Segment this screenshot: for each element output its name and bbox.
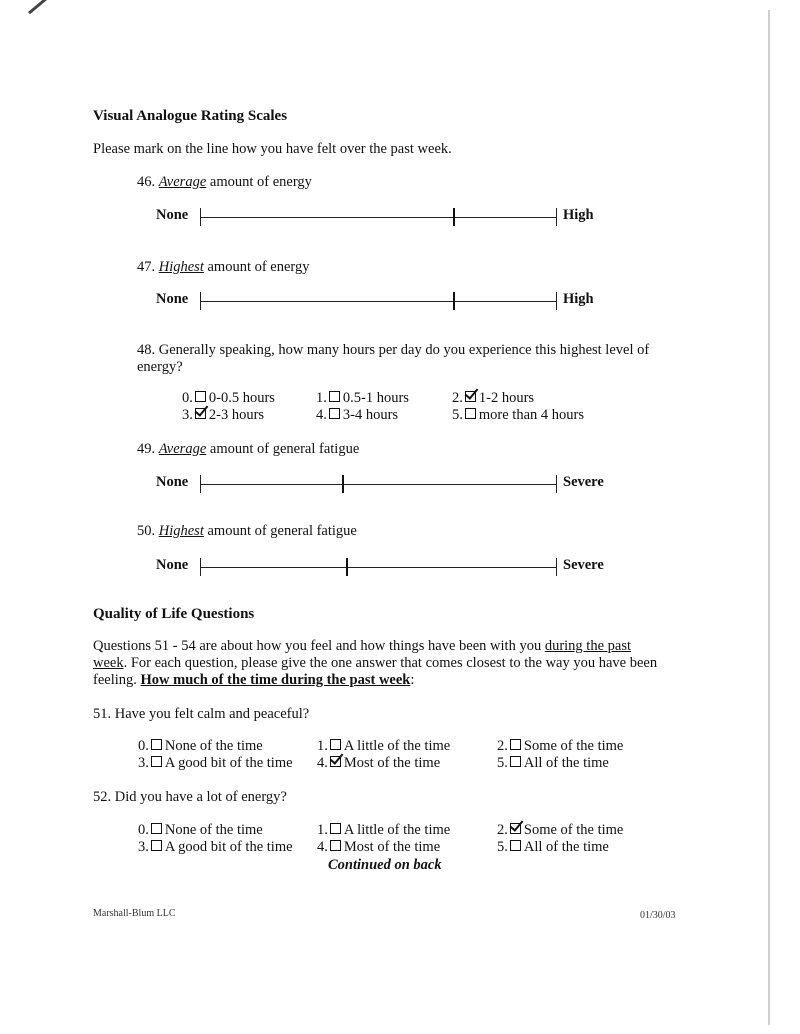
checkbox-icon[interactable] bbox=[465, 408, 476, 419]
q51-option-4[interactable]: 4. Most of the time bbox=[317, 755, 441, 771]
scale-47-right-label: High bbox=[563, 291, 594, 307]
q48-option-3[interactable]: 3. 2-3 hours bbox=[182, 407, 265, 423]
checkbox-icon[interactable] bbox=[330, 739, 341, 750]
q52-option-4[interactable]: 4. Most of the time bbox=[317, 839, 441, 855]
q51-option-1[interactable]: 1. A little of the time bbox=[317, 738, 451, 754]
q48-question: 48. Generally speaking, how many hours per day do you experience this highest level of energy? bbox=[137, 342, 650, 375]
q51-option-5[interactable]: 5. All of the time bbox=[497, 755, 609, 771]
checkbox-icon[interactable] bbox=[151, 739, 162, 750]
checkbox-icon[interactable] bbox=[151, 840, 162, 851]
scale-50-left-label: None bbox=[156, 557, 189, 573]
checkbox-icon[interactable] bbox=[330, 823, 341, 834]
checkbox-icon[interactable] bbox=[329, 408, 340, 419]
scale-right-end-tick bbox=[556, 558, 557, 576]
checkbox-icon[interactable] bbox=[195, 391, 206, 402]
q52-option-5[interactable]: 5. All of the time bbox=[497, 839, 609, 855]
vas-section-title: Visual Analogue Rating Scales bbox=[93, 108, 288, 124]
q52-option-2[interactable]: 2. Some of the time bbox=[497, 822, 624, 838]
qol-intro-paragraph: Questions 51 - 54 are about how you feel and how things have been with you during the past week. For each question, please give the one answer that comes closest to the way you have been feeling. How much of the time during the past week: bbox=[93, 638, 658, 688]
checked-checkbox-icon[interactable] bbox=[195, 408, 206, 419]
q52-option-3[interactable]: 3. A good bit of the time bbox=[138, 839, 293, 855]
scale-49-question: 49. Average amount of general fatigue bbox=[137, 441, 360, 457]
page-edge-shadow bbox=[768, 10, 770, 1025]
scale-50-question: 50. Highest amount of general fatigue bbox=[137, 523, 357, 539]
q48-option-0[interactable]: 0. 0-0.5 hours bbox=[182, 390, 275, 406]
checkbox-icon[interactable] bbox=[510, 756, 521, 767]
handwritten-scale-mark bbox=[453, 208, 455, 226]
checkbox-icon[interactable] bbox=[510, 840, 521, 851]
scale-right-end-tick bbox=[556, 475, 557, 493]
q51-option-2[interactable]: 2. Some of the time bbox=[497, 738, 624, 754]
scale-left-end-tick bbox=[200, 292, 201, 310]
checkbox-icon[interactable] bbox=[510, 739, 521, 750]
scale-46-left-label: None bbox=[156, 207, 189, 223]
checked-checkbox-icon[interactable] bbox=[465, 391, 476, 402]
checked-checkbox-icon[interactable] bbox=[330, 756, 341, 767]
footer-company: Marshall-Blum LLC bbox=[93, 908, 176, 919]
checked-checkbox-icon[interactable] bbox=[510, 823, 521, 834]
checkbox-icon[interactable] bbox=[151, 756, 162, 767]
scale-46-question: 46. Average amount of energy bbox=[137, 174, 312, 190]
scale-line-segment[interactable] bbox=[200, 567, 556, 568]
q52-option-0[interactable]: 0. None of the time bbox=[138, 822, 263, 838]
scale-50-right-label: Severe bbox=[563, 557, 604, 573]
checkbox-icon[interactable] bbox=[330, 840, 341, 851]
q48-option-4[interactable]: 4. 3-4 hours bbox=[316, 407, 399, 423]
q51-option-3[interactable]: 3. A good bit of the time bbox=[138, 755, 293, 771]
q52-question: 52. Did you have a lot of energy? bbox=[93, 789, 287, 805]
handwritten-scale-mark bbox=[453, 292, 455, 310]
qol-section-title: Quality of Life Questions bbox=[93, 606, 255, 622]
scale-47-left-label: None bbox=[156, 291, 189, 307]
q51-option-0[interactable]: 0. None of the time bbox=[138, 738, 263, 754]
scale-line-segment[interactable] bbox=[200, 217, 556, 218]
scale-left-end-tick bbox=[200, 558, 201, 576]
scale-46-right-label: High bbox=[563, 207, 594, 223]
checkbox-icon[interactable] bbox=[329, 391, 340, 402]
scale-left-end-tick bbox=[200, 475, 201, 493]
page-corner-mark bbox=[28, 0, 114, 14]
scale-right-end-tick bbox=[556, 208, 557, 226]
scale-47-question: 47. Highest amount of energy bbox=[137, 259, 310, 275]
handwritten-scale-mark bbox=[346, 558, 348, 576]
scale-right-end-tick bbox=[556, 292, 557, 310]
scale-line-segment[interactable] bbox=[200, 484, 556, 485]
checkbox-icon[interactable] bbox=[151, 823, 162, 834]
footer-date: 01/30/03 bbox=[640, 910, 676, 921]
q51-question: 51. Have you felt calm and peaceful? bbox=[93, 706, 310, 722]
q48-option-2[interactable]: 2. 1-2 hours bbox=[452, 390, 535, 406]
vas-instruction: Please mark on the line how you have felt over the past week. bbox=[93, 141, 452, 157]
scale-line-segment[interactable] bbox=[200, 301, 556, 302]
scale-49-right-label: Severe bbox=[563, 474, 604, 490]
q48-option-1[interactable]: 1. 0.5-1 hours bbox=[316, 390, 409, 406]
q48-option-5[interactable]: 5. more than 4 hours bbox=[452, 407, 584, 423]
continued-on-back: Continued on back bbox=[328, 857, 442, 873]
scale-49-left-label: None bbox=[156, 474, 189, 490]
q52-option-1[interactable]: 1. A little of the time bbox=[317, 822, 451, 838]
handwritten-scale-mark bbox=[342, 475, 344, 493]
scale-left-end-tick bbox=[200, 208, 201, 226]
